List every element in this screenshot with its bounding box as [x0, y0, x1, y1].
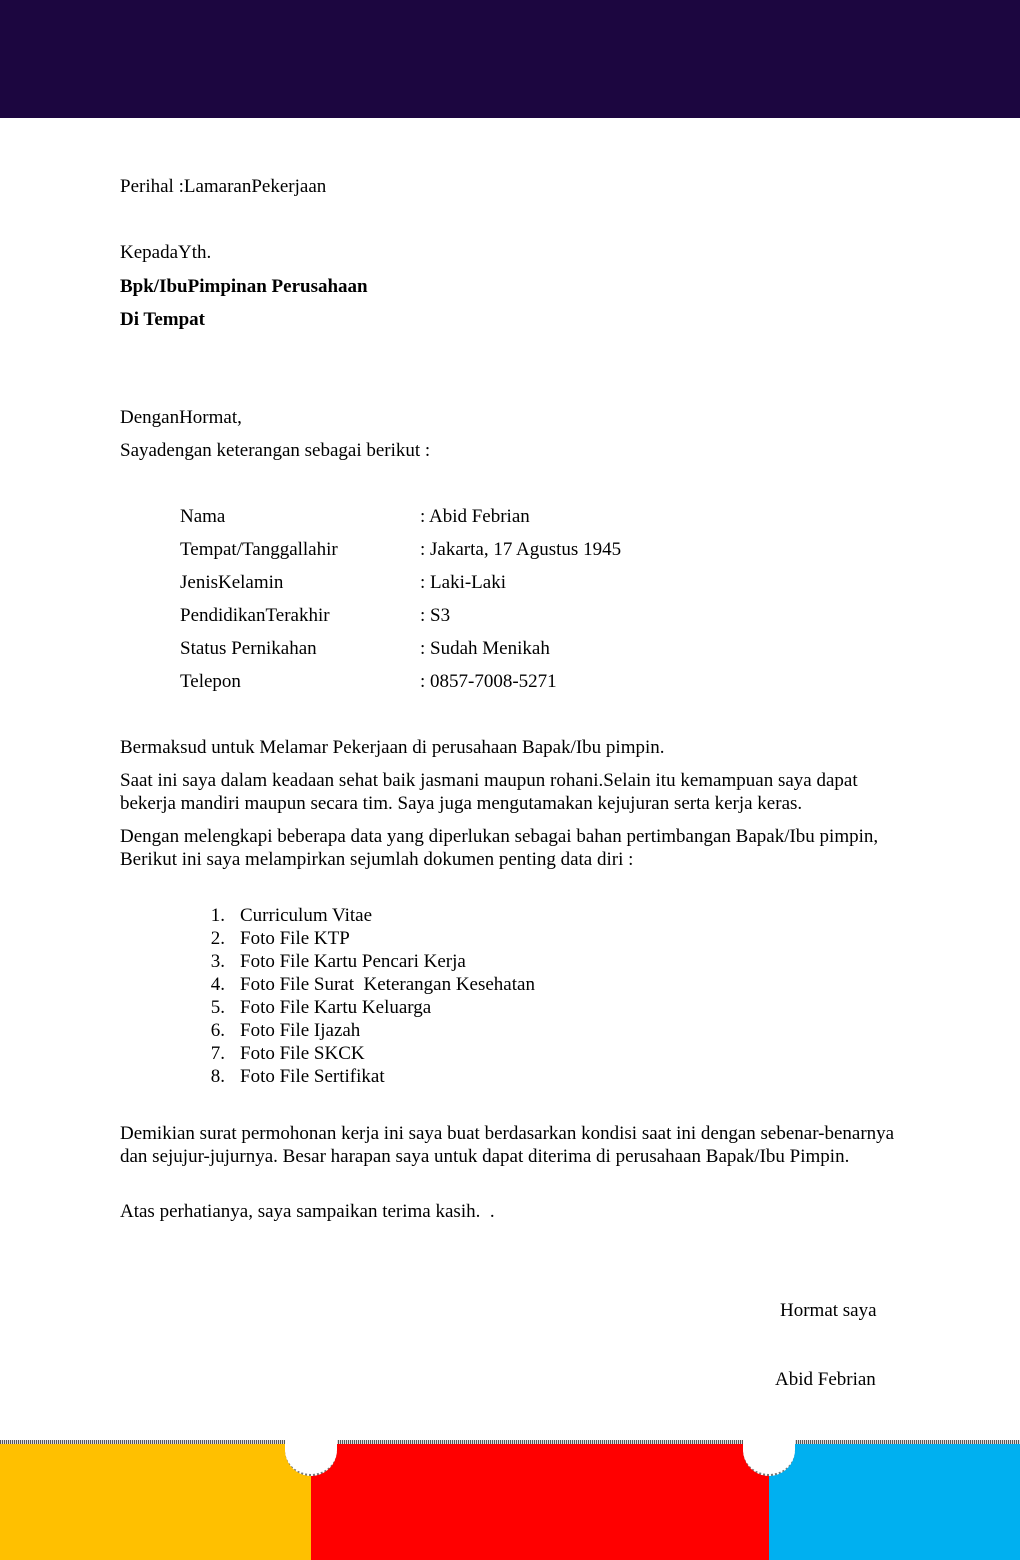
footer-band-yellow — [0, 1444, 311, 1560]
detail-value: : 0857-7008-5271 — [420, 671, 557, 692]
list-item: Foto File Surat Keterangan Kesehatan — [240, 974, 535, 995]
detail-label: Nama — [180, 506, 226, 527]
body-paragraph: Saat ini saya dalam keadaan sehat baik jasmani maupun rohani.Selain itu kemampuan saya dapat bekerja mandiri maupun secara tim. Saya juga mengutamakan kejujuran serta kerja keras. — [120, 770, 858, 814]
list-number: 1. — [210, 905, 225, 926]
list-number: 5. — [210, 997, 225, 1018]
footer-notch — [285, 1418, 337, 1476]
detail-value: : Jakarta, 17 Agustus 1945 — [420, 539, 622, 560]
list-number: 8. — [210, 1066, 225, 1087]
list-item: Foto File Kartu Keluarga — [240, 997, 432, 1018]
footer-band-blue — [769, 1444, 1020, 1560]
detail-value: : Abid Febrian — [420, 506, 530, 527]
footer-band-red — [311, 1444, 769, 1560]
detail-value: : S3 — [420, 605, 451, 626]
recipient-name: Bpk/IbuPimpinan Perusahaan — [120, 276, 368, 297]
list-number: 6. — [210, 1020, 225, 1041]
list-number: 7. — [210, 1043, 225, 1064]
body-paragraph: Bermaksud untuk Melamar Pekerjaan di perusahaan Bapak/Ibu pimpin. — [120, 737, 665, 758]
header-banner — [0, 0, 1020, 118]
list-item: Foto File Ijazah — [240, 1020, 361, 1041]
detail-label: PendidikanTerakhir — [180, 605, 330, 626]
greeting: DenganHormat, — [120, 407, 242, 428]
body-paragraph: Dengan melengkapi beberapa data yang diperlukan sebagai bahan pertimbangan Bapak/Ibu pimpin, Berikut ini saya melampirkan sejumlah dokumen penting data diri : — [120, 826, 879, 870]
detail-label: Tempat/Tanggallahir — [180, 539, 338, 560]
list-item: Foto File KTP — [240, 928, 350, 949]
signature-name: Abid Febrian — [775, 1369, 876, 1390]
closing-thanks: Atas perhatianya, saya sampaikan terima kasih. . — [120, 1201, 495, 1222]
list-item: Curriculum Vitae — [240, 905, 373, 926]
intro-line: Sayadengan keterangan sebagai berikut : — [120, 440, 431, 461]
recipient-salutation: KepadaYth. — [120, 242, 212, 263]
footer-notch — [743, 1418, 795, 1476]
list-number: 3. — [210, 951, 225, 972]
list-item: Foto File Kartu Pencari Kerja — [240, 951, 466, 972]
list-number: 2. — [210, 928, 225, 949]
detail-label: Status Pernikahan — [180, 638, 317, 659]
detail-label: Telepon — [180, 671, 241, 692]
list-number: 4. — [210, 974, 225, 995]
detail-label: JenisKelamin — [180, 572, 284, 593]
detail-value: : Laki-Laki — [420, 572, 506, 593]
detail-value: : Sudah Menikah — [420, 638, 550, 659]
list-item: Foto File SKCK — [240, 1043, 365, 1064]
list-item: Foto File Sertifikat — [240, 1066, 385, 1087]
subject-line: Perihal :LamaranPekerjaan — [120, 176, 327, 197]
recipient-location: Di Tempat — [120, 309, 205, 330]
closing-paragraph: Demikian surat permohonan kerja ini saya buat berdasarkan kondisi saat ini dengan sebenar-benarnya dan sejujur-jujurnya. Besar harapan saya untuk dapat diterima di perusahaan Bapak/Ibu Pimpin. — [120, 1123, 895, 1167]
signoff: Hormat saya — [780, 1300, 877, 1321]
